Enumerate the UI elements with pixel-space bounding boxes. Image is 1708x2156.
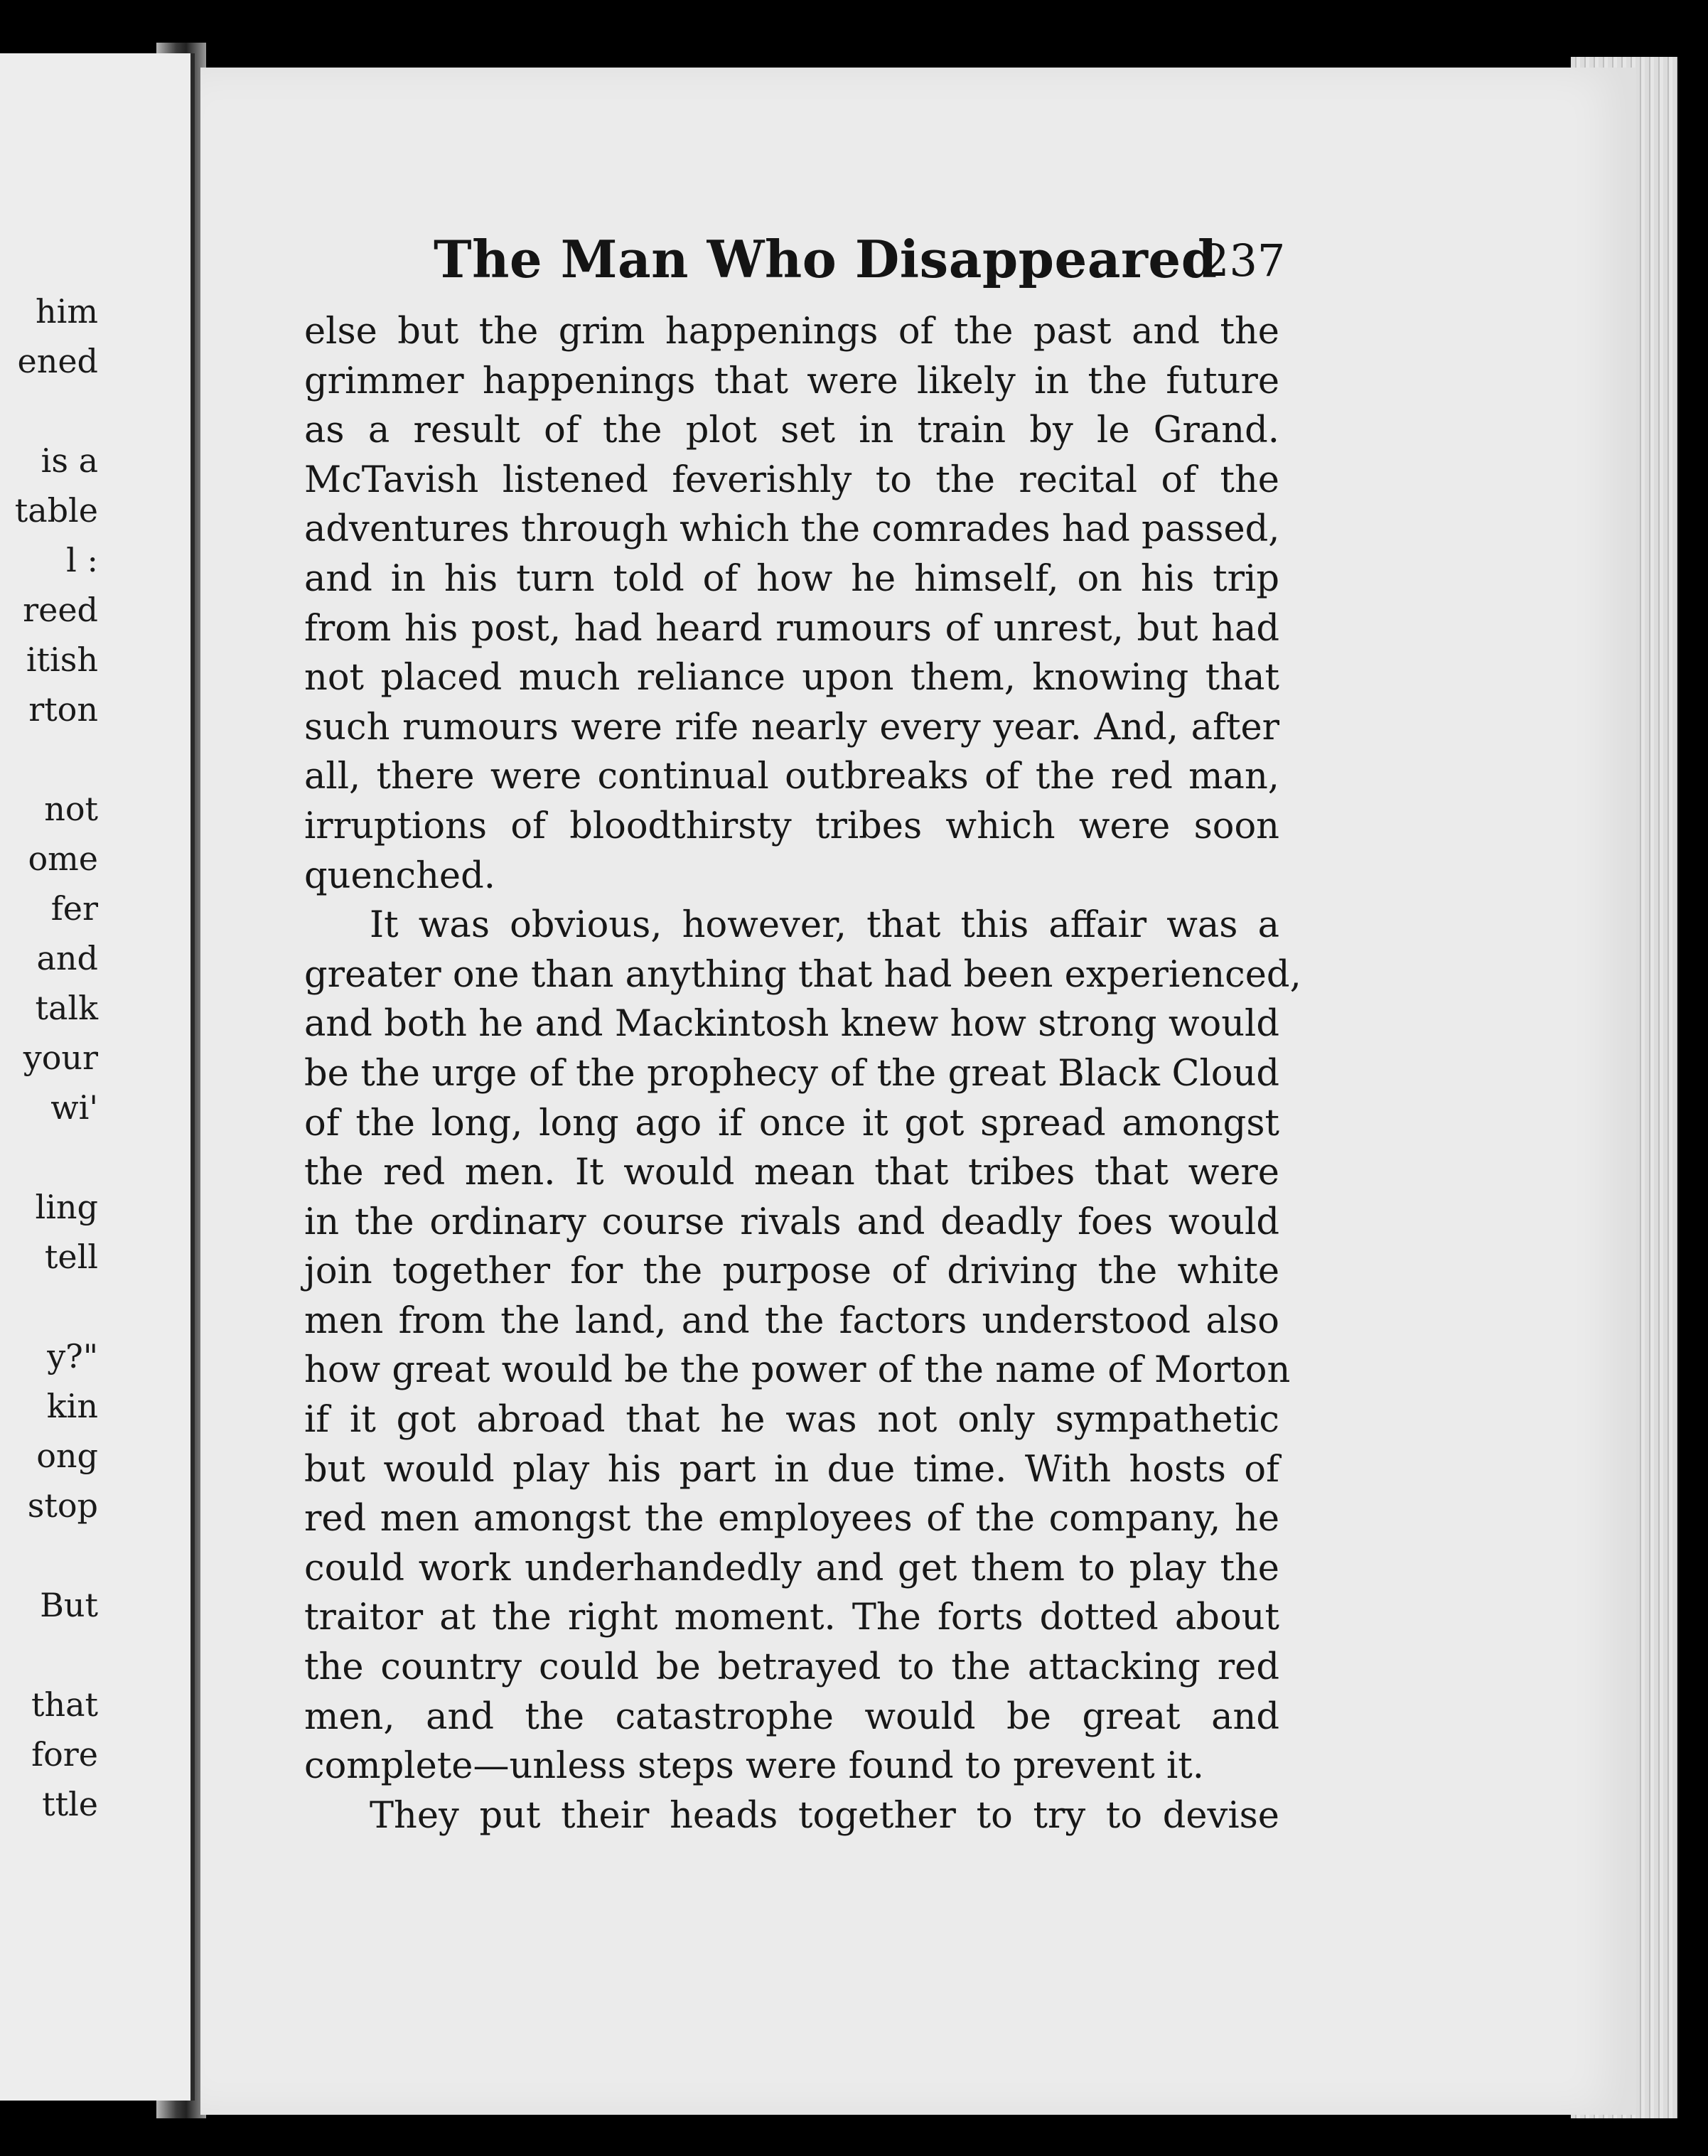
text-line: McTavish listened feverishly to the recital of the: [304, 458, 1279, 501]
text-line: join together for the purpose of driving the white: [304, 1250, 1279, 1293]
text-line: men, and the catastrophe would be great and: [304, 1695, 1279, 1738]
text-line: complete—unless steps were found to prevent it.: [304, 1745, 1204, 1788]
text-line: could work underhandedly and get them to play the: [304, 1547, 1279, 1589]
left-page-text: stop: [27, 1486, 98, 1525]
left-page-text: him: [36, 292, 98, 331]
text-line: be the urge of the prophecy of the great Black Cloud: [304, 1052, 1279, 1095]
left-page-text: kin: [46, 1387, 98, 1425]
text-line: and in his turn told of how he himself, on his trip: [304, 557, 1279, 600]
left-page-text: fer: [50, 889, 98, 928]
text-line: grimmer happenings that were likely in the future: [304, 360, 1279, 402]
left-page-text: is a: [41, 441, 98, 480]
text-line: from his post, had heard rumours of unrest, but had: [304, 607, 1279, 650]
text-line: all, there were continual outbreaks of the red man,: [304, 756, 1279, 798]
left-page-text: reed: [23, 591, 98, 629]
text-line: greater one than anything that had been experienced,: [304, 953, 1301, 996]
text-line: the red men. It would mean that tribes that were: [304, 1152, 1279, 1194]
left-page-text: table: [14, 491, 98, 530]
text-line: and both he and Mackintosh knew how strong would: [304, 1003, 1279, 1046]
text-line: of the long, long ago if once it got spread amongst: [304, 1102, 1279, 1144]
text-line: adventures through which the comrades had passed,: [304, 508, 1280, 551]
running-head: The Man Who Disappeared: [434, 229, 1218, 289]
left-page-text: But: [40, 1586, 98, 1624]
left-page-text: ome: [28, 840, 98, 878]
left-page-text: and: [36, 939, 98, 977]
left-page-text: ttle: [42, 1785, 98, 1823]
left-page-text: rton: [28, 690, 98, 729]
left-page-text: l :: [66, 541, 98, 579]
text-line: but would play his part in due time. With hosts of: [304, 1448, 1279, 1491]
text-line: red men amongst the employees of the company, he: [304, 1498, 1279, 1540]
text-line: how great would be the power of the name of Morton: [304, 1349, 1291, 1392]
text-line: They put their heads together to try to devise: [370, 1794, 1279, 1837]
left-page-text: not: [44, 790, 98, 828]
left-page-text: tell: [44, 1238, 98, 1276]
text-line: in the ordinary course rivals and deadly foes would: [304, 1201, 1279, 1243]
left-page-text: y?": [47, 1337, 98, 1375]
left-page-text: ling: [35, 1188, 98, 1226]
text-line: the country could be betrayed to the attacking red: [304, 1646, 1279, 1689]
text-line: quenched.: [304, 854, 495, 897]
left-page-text: your: [23, 1039, 98, 1077]
text-line: as a result of the plot set in train by le Grand.: [304, 409, 1279, 452]
text-line: else but the grim happenings of the past and the: [304, 311, 1279, 353]
left-page-fragment: [0, 53, 195, 2101]
body-text: [304, 307, 1301, 1840]
left-page-text: ong: [36, 1437, 98, 1475]
text-line: men from the land, and the factors understood also: [304, 1299, 1279, 1342]
text-line: if it got abroad that he was not only sympathetic: [304, 1399, 1279, 1442]
text-line: It was obvious, however, that this affair was a: [370, 904, 1279, 947]
text-line: traitor at the right moment. The forts dotted about: [304, 1597, 1279, 1639]
text-line: such rumours were rife nearly every year. And, after: [304, 706, 1279, 749]
left-page-text: ened: [17, 342, 98, 380]
text-line: irruptions of bloodthirsty tribes which were soon: [304, 805, 1279, 847]
left-page-text: itish: [26, 640, 98, 679]
left-page-text: that: [31, 1685, 98, 1724]
left-page-text: fore: [31, 1735, 98, 1774]
left-page-text: talk: [35, 989, 98, 1027]
page-number: 237: [1201, 235, 1286, 286]
left-page-text: wi': [50, 1088, 98, 1127]
text-line: not placed much reliance upon them, knowing that: [304, 657, 1279, 699]
